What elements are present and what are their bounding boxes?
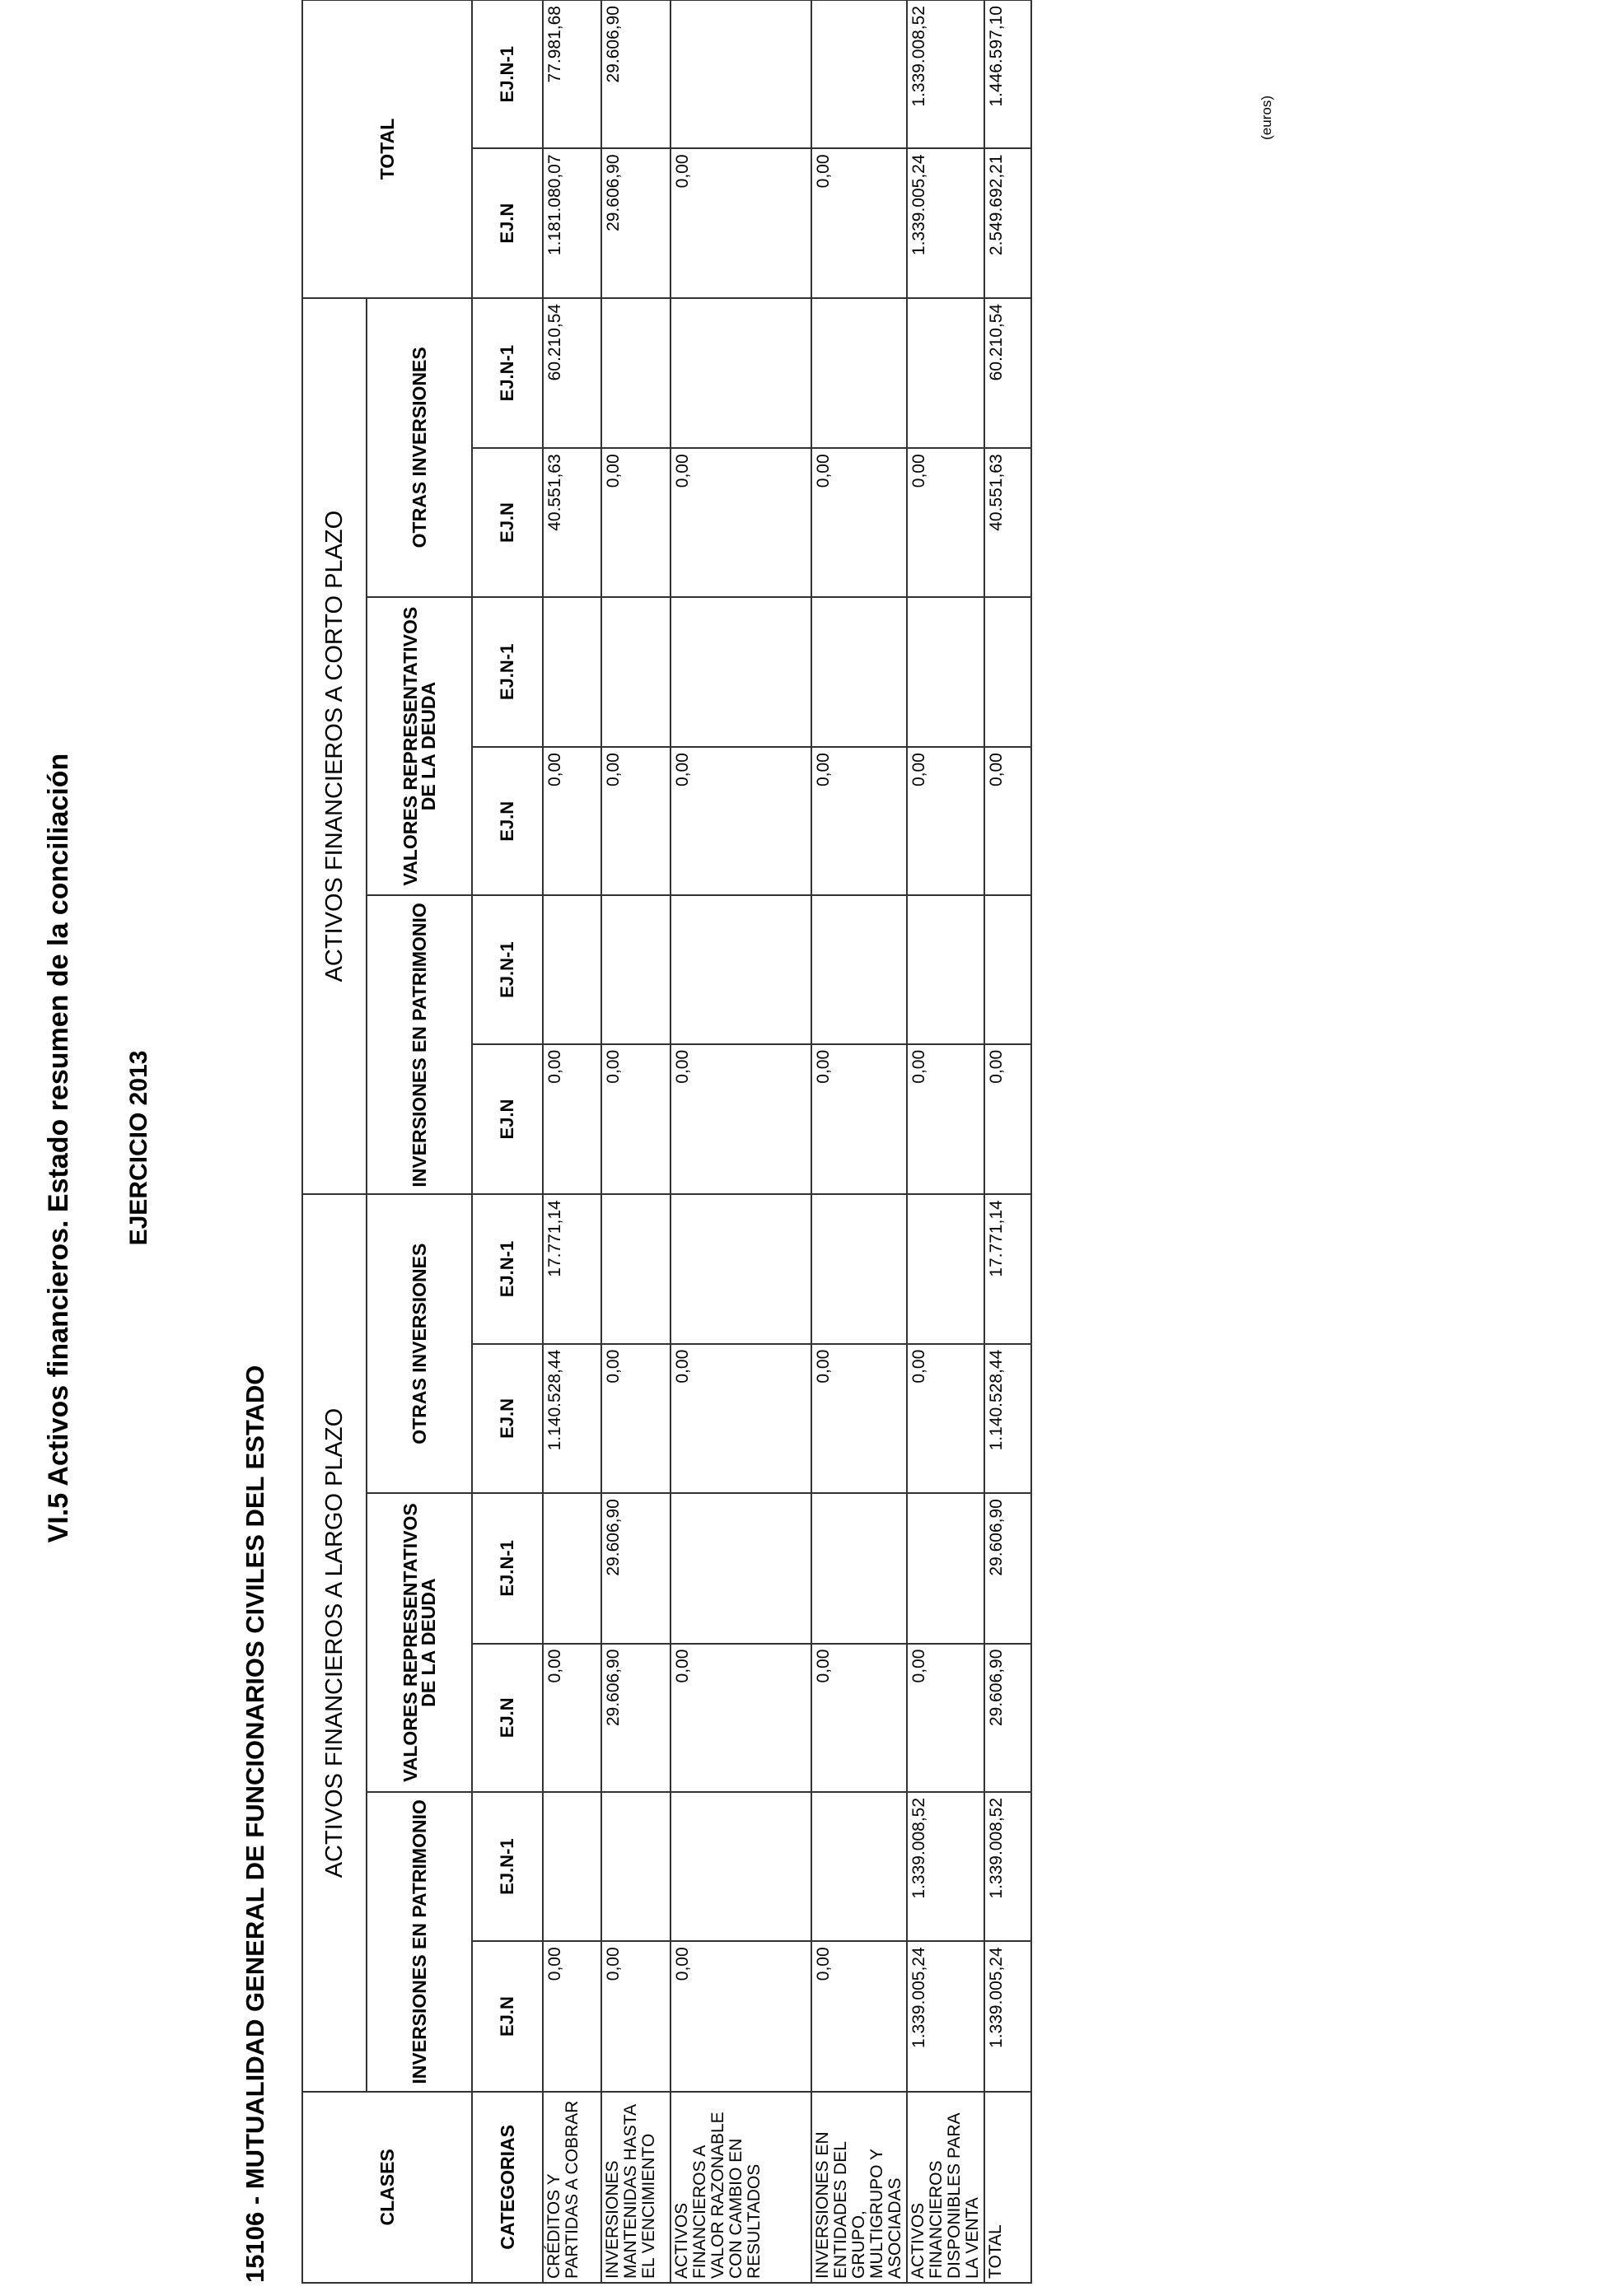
cell-value bbox=[811, 597, 907, 747]
cell-value: 1.339.008,52 bbox=[984, 1792, 1031, 1941]
cell-value bbox=[670, 1493, 811, 1643]
col-ejn1: EJ.N-1 bbox=[472, 298, 543, 448]
total-header: TOTAL bbox=[302, 0, 472, 298]
cell-value bbox=[907, 1493, 984, 1643]
row-category: INVERSIONES MANTENIDAS HASTA EL VENCIMIENTO bbox=[601, 2092, 670, 2283]
cell-value: 0,00 bbox=[811, 1344, 907, 1493]
table-row bbox=[811, 0, 907, 2283]
cell-value: 0,00 bbox=[601, 448, 670, 596]
cell-value bbox=[670, 1792, 811, 1941]
col-ejn1: EJ.N-1 bbox=[472, 597, 543, 747]
cell-value: 0,00 bbox=[811, 747, 907, 895]
row-category: TOTAL bbox=[984, 2092, 1031, 2283]
cell-value: 60.210,54 bbox=[543, 298, 601, 448]
cell-value bbox=[543, 1493, 601, 1643]
cell-value: 1.339.005,24 bbox=[984, 1941, 1031, 2091]
cell-value: 0,00 bbox=[601, 1044, 670, 1194]
cell-value: 0,00 bbox=[811, 448, 907, 596]
cell-value: 40.551,63 bbox=[543, 448, 601, 596]
cell-value: 0,00 bbox=[543, 1644, 601, 1792]
cell-value: 17.771,14 bbox=[543, 1194, 601, 1343]
col-ejn: EJ.N bbox=[472, 747, 543, 895]
cell-value bbox=[907, 298, 984, 448]
cell-value: 29.606,90 bbox=[984, 1493, 1031, 1643]
reconciliation-table bbox=[301, 0, 1032, 2284]
cell-value: 1.446.597,10 bbox=[984, 0, 1031, 148]
col-ejn1: EJ.N-1 bbox=[472, 1493, 543, 1643]
categorias-header: CATEGORIAS bbox=[472, 2092, 543, 2283]
cell-value: 1.181.080,07 bbox=[543, 148, 601, 297]
col-ejn: EJ.N bbox=[472, 1344, 543, 1493]
cell-value bbox=[670, 1194, 811, 1343]
cell-value: 0,00 bbox=[907, 747, 984, 895]
lp-inversiones-patrimonio-header: INVERSIONES EN PATRIMONIO bbox=[367, 1792, 472, 2092]
clases-header: CLASES bbox=[302, 2092, 472, 2283]
row-category: INVERSIONES EN ENTIDADES DEL GRUPO, MULTIGRUPO Y ASOCIADAS bbox=[811, 2092, 907, 2283]
cell-value: 0,00 bbox=[907, 448, 984, 596]
cell-value: 1.140.528,44 bbox=[984, 1344, 1031, 1493]
cell-value bbox=[601, 597, 670, 747]
cell-value: 0,00 bbox=[984, 747, 1031, 895]
cell-value bbox=[811, 1792, 907, 1941]
cell-value: 0,00 bbox=[907, 1344, 984, 1493]
entity-name: 15106 - MUTUALIDAD GENERAL DE FUNCIONARIOS CIVILES DEL ESTADO bbox=[241, 1365, 269, 2283]
cell-value bbox=[601, 298, 670, 448]
cell-value: 0,00 bbox=[601, 1344, 670, 1493]
cell-value: 0,00 bbox=[543, 747, 601, 895]
cell-value: 0,00 bbox=[543, 1044, 601, 1194]
cell-value: 0,00 bbox=[984, 1044, 1031, 1194]
cell-value: 0,00 bbox=[670, 1644, 811, 1792]
lp-valores-deuda-header: VALORES REPRESENTATIVOS DE LA DEUDA bbox=[367, 1493, 472, 1792]
table-row bbox=[670, 0, 811, 2283]
table-row bbox=[601, 0, 670, 2283]
cell-value: 0,00 bbox=[907, 1044, 984, 1194]
cell-value: 1.339.008,52 bbox=[907, 1792, 984, 1941]
cell-value: 0,00 bbox=[670, 1344, 811, 1493]
cell-value bbox=[811, 1493, 907, 1643]
cell-value bbox=[601, 1792, 670, 1941]
corto-plazo-header: ACTIVOS FINANCIEROS A CORTO PLAZO bbox=[302, 298, 367, 1194]
cell-value: 0,00 bbox=[811, 1644, 907, 1792]
table-total-row bbox=[984, 0, 1031, 2283]
cell-value: 0,00 bbox=[601, 1941, 670, 2091]
cell-value: 77.981,68 bbox=[543, 0, 601, 148]
cell-value: 1.339.008,52 bbox=[907, 0, 984, 148]
cell-value: 0,00 bbox=[811, 148, 907, 297]
cell-value: 2.549.692,21 bbox=[984, 148, 1031, 297]
cell-value: 1.339.005,24 bbox=[907, 148, 984, 297]
table-row bbox=[543, 0, 601, 2283]
col-ejn1: EJ.N-1 bbox=[472, 0, 543, 148]
cell-value: 1.339.005,24 bbox=[907, 1941, 984, 2091]
cell-value bbox=[984, 896, 1031, 1044]
col-ejn1: EJ.N-1 bbox=[472, 1792, 543, 1941]
row-category: ACTIVOS FINANCIEROS A VALOR RAZONABLE CON CAMBIO EN RESULTADOS bbox=[670, 2092, 811, 2283]
cell-value: 0,00 bbox=[670, 148, 811, 297]
cell-value: 0,00 bbox=[670, 1941, 811, 2091]
cell-value: 40.551,63 bbox=[984, 448, 1031, 596]
cell-value: 1.140.528,44 bbox=[543, 1344, 601, 1493]
cell-value bbox=[670, 597, 811, 747]
cell-value bbox=[670, 896, 811, 1044]
col-ejn1: EJ.N-1 bbox=[472, 1194, 543, 1343]
col-ejn: EJ.N bbox=[472, 1644, 543, 1792]
cell-value bbox=[811, 298, 907, 448]
document-title: VI.5 Activos financieros. Estado resumen de la conciliación bbox=[43, 753, 74, 1543]
col-ejn1: EJ.N-1 bbox=[472, 896, 543, 1044]
currency-unit: (euros) bbox=[1259, 96, 1274, 140]
cell-value bbox=[543, 597, 601, 747]
table-row bbox=[907, 0, 984, 2283]
cell-value: 0,00 bbox=[907, 1644, 984, 1792]
cell-value: 29.606,90 bbox=[984, 1644, 1031, 1792]
row-category: CRÉDITOS Y PARTIDAS A COBRAR bbox=[543, 2092, 601, 2283]
cell-value bbox=[543, 896, 601, 1044]
cp-inversiones-patrimonio-header: INVERSIONES EN PATRIMONIO bbox=[367, 896, 472, 1195]
cell-value: 0,00 bbox=[670, 448, 811, 596]
lp-otras-inversiones-header: OTRAS INVERSIONES bbox=[367, 1194, 472, 1493]
cell-value bbox=[907, 597, 984, 747]
cell-value bbox=[984, 597, 1031, 747]
cell-value bbox=[907, 896, 984, 1044]
col-ejn: EJ.N bbox=[472, 448, 543, 596]
cell-value bbox=[811, 1194, 907, 1343]
cell-value bbox=[543, 1792, 601, 1941]
cell-value: 0,00 bbox=[811, 1044, 907, 1194]
cell-value: 17.771,14 bbox=[984, 1194, 1031, 1343]
cell-value: 60.210,54 bbox=[984, 298, 1031, 448]
cell-value: 29.606,90 bbox=[601, 148, 670, 297]
cell-value: 0,00 bbox=[543, 1941, 601, 2091]
fiscal-year: EJERCICIO 2013 bbox=[125, 1050, 152, 1246]
cp-valores-deuda-header: VALORES REPRESENTATIVOS DE LA DEUDA bbox=[367, 597, 472, 896]
cell-value bbox=[811, 0, 907, 148]
row-category: ACTIVOS FINANCIEROS DISPONIBLES PARA LA VENTA bbox=[907, 2092, 984, 2283]
cell-value: 0,00 bbox=[811, 1941, 907, 2091]
cell-value: 29.606,90 bbox=[601, 0, 670, 148]
cell-value: 0,00 bbox=[670, 1044, 811, 1194]
cell-value bbox=[670, 0, 811, 148]
col-ejn: EJ.N bbox=[472, 148, 543, 297]
cell-value: 0,00 bbox=[670, 747, 811, 895]
cell-value: 29.606,90 bbox=[601, 1644, 670, 1792]
cell-value bbox=[601, 896, 670, 1044]
cell-value bbox=[601, 1194, 670, 1343]
col-ejn: EJ.N bbox=[472, 1941, 543, 2091]
cell-value: 29.606,90 bbox=[601, 1493, 670, 1643]
largo-plazo-header: ACTIVOS FINANCIEROS A LARGO PLAZO bbox=[302, 1194, 367, 2092]
cp-otras-inversiones-header: OTRAS INVERSIONES bbox=[367, 298, 472, 597]
cell-value: 0,00 bbox=[601, 747, 670, 895]
cell-value bbox=[670, 298, 811, 448]
cell-value bbox=[907, 1194, 984, 1343]
cell-value bbox=[811, 896, 907, 1044]
col-ejn: EJ.N bbox=[472, 1044, 543, 1194]
